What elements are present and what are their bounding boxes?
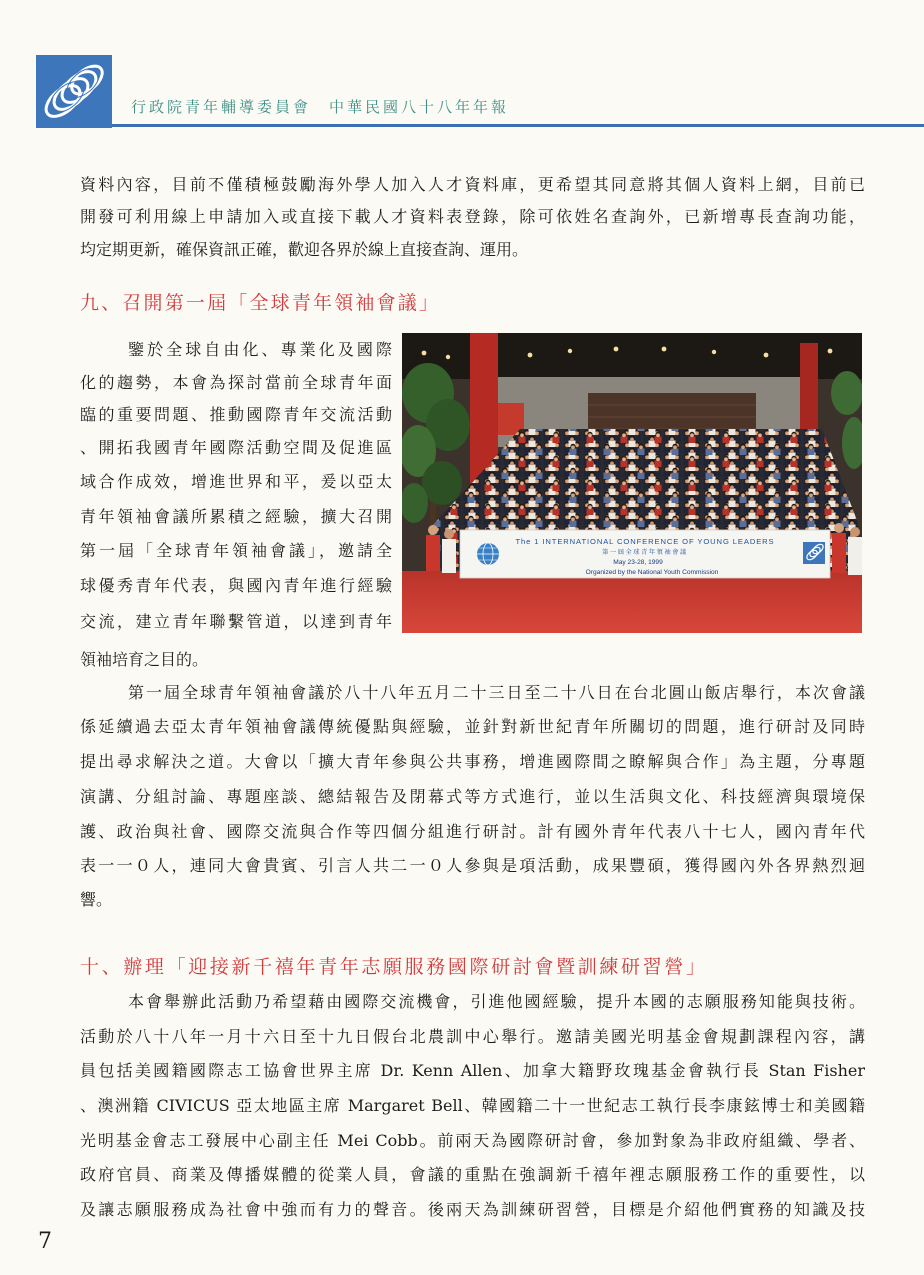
- paragraph-line: 光明基金會志工發展中心副主任 Mei Cobb。前兩天為國際研討會，參加對象為非政府組織、學者、: [80, 1131, 865, 1150]
- swirl-rings-logo-icon: [36, 55, 112, 128]
- paragraph-line: 開發可利用線上申請加入或直接下載人才資料表登錄，除可依姓名查詢外，已新增專長查詢功能，: [80, 207, 865, 226]
- paragraph-line: 本會舉辦此活動乃希望藉由國際交流機會，引進他國經驗，提升本國的志願服務知能與技術。: [128, 992, 865, 1011]
- paragraph-line: 及讓志願服務成為社會中強而有力的聲音。後兩天為訓練研習營，目標是介紹他們實務的知識及技: [80, 1200, 865, 1219]
- banner-organizer: Organized by the National Youth Commission: [585, 569, 719, 576]
- section-heading: 十、辦理「迎接新千禧年青年志願服務國際研討會暨訓練研習營」: [80, 956, 705, 978]
- paragraph-line: 員包括美國籍國際志工協會世界主席 Dr. Kenn Allen、加拿大籍野玫瑰基金會執行長 Stan Fisher: [80, 1061, 865, 1080]
- paragraph-line: 提出尋求解決之道。大會以「擴大青年參與公共事務，增進國際間之瞭解與合作」為主題，分專題: [80, 752, 865, 771]
- red-carpet: [402, 571, 862, 633]
- paragraph-line: 鑒於全球自由化、專業化及國際: [128, 340, 392, 359]
- paragraph-line: 域合作成效，增進世界和平，爰以亞太: [80, 472, 392, 491]
- paragraph-line: 、澳洲籍 CIVICUS 亞太地區主席 Margaret Bell、韓國籍二十一世紀志工執行長李康鉉博士和美國籍: [80, 1096, 865, 1115]
- paragraph-line: 第一屆全球青年領袖會議於八十八年五月二十三日至二十八日在台北圓山飯店舉行，本次會議: [128, 683, 865, 702]
- paragraph-line: 化的趨勢，本會為探討當前全球青年面: [80, 373, 392, 392]
- paragraph-line: 表一一０人，連同大會貴賓、引言人共二一０人參與是項活動，成果豐碩，獲得國內外各界熱烈迴: [80, 856, 865, 875]
- paragraph-line: 資料內容，目前不僅積極鼓勵海外學人加入人才資料庫，更希望其同意將其個人資料上網，目前已: [80, 175, 865, 194]
- paragraph-line: 係延續過去亞太青年領袖會議傳統優點與經驗，並針對新世紀青年所關切的問題，進行研討及同時: [80, 717, 865, 736]
- paragraph-line: 球優秀青年代表，與國內青年進行經驗: [80, 576, 392, 595]
- paragraph-line: 活動於八十八年一月十六日至十九日假台北農訓中心舉行。邀請美國光明基金會規劃課程內容，講: [80, 1027, 865, 1046]
- conference-banner: [460, 530, 830, 578]
- paragraph-line: 臨的重要問題、推動國際青年交流活動: [80, 405, 392, 424]
- report-header-title: 行政院青年輔導委員會 中華民國八十八年年報: [131, 98, 506, 116]
- banner-chinese-title: 第一屆全球青年領袖會議: [602, 549, 688, 556]
- paragraph-line: 、開拓我國青年國際活動空間及促進區: [80, 438, 392, 457]
- paragraph-line: 均定期更新，確保資訊正確，歡迎各界於線上直接查詢、運用。: [80, 240, 529, 259]
- paragraph-line: 領袖培育之目的。: [80, 650, 209, 669]
- conference-group-photo: [402, 333, 862, 633]
- paragraph-line: 政府官員、商業及傳播媒體的從業人員，會議的重點在強調新千禧年裡志願服務工作的重要性，以: [80, 1165, 865, 1184]
- globe-icon: [477, 543, 499, 565]
- banner-dates: May 23-28, 1999: [613, 559, 663, 566]
- page-number: 7: [38, 1229, 52, 1254]
- paragraph-line: 演講、分組討論、專題座談、總結報告及閉幕式等方式進行，並以生活與文化、科技經濟與環境保: [80, 787, 865, 806]
- paragraph-line: 第一屆「全球青年領袖會議」，邀請全: [80, 541, 392, 560]
- swirl-rings-logo-icon: [803, 542, 825, 564]
- paragraph-line: 青年領袖會議所累積之經驗，擴大召開: [80, 507, 392, 526]
- section-heading: 九、召開第一屆「全球青年領袖會議」: [80, 292, 438, 314]
- paragraph-line: 響。: [80, 890, 113, 909]
- header-rule: [112, 124, 924, 127]
- banner-title: The 1 INTERNATIONAL CONFERENCE OF YOUNG LEADERS: [515, 537, 775, 546]
- paragraph-line: 交流，建立青年聯繫管道，以達到青年: [80, 612, 392, 631]
- paragraph-line: 護、政治與社會、國際交流與合作等四個分組進行研討。計有國外青年代表八十七人，國內青年代: [80, 822, 865, 841]
